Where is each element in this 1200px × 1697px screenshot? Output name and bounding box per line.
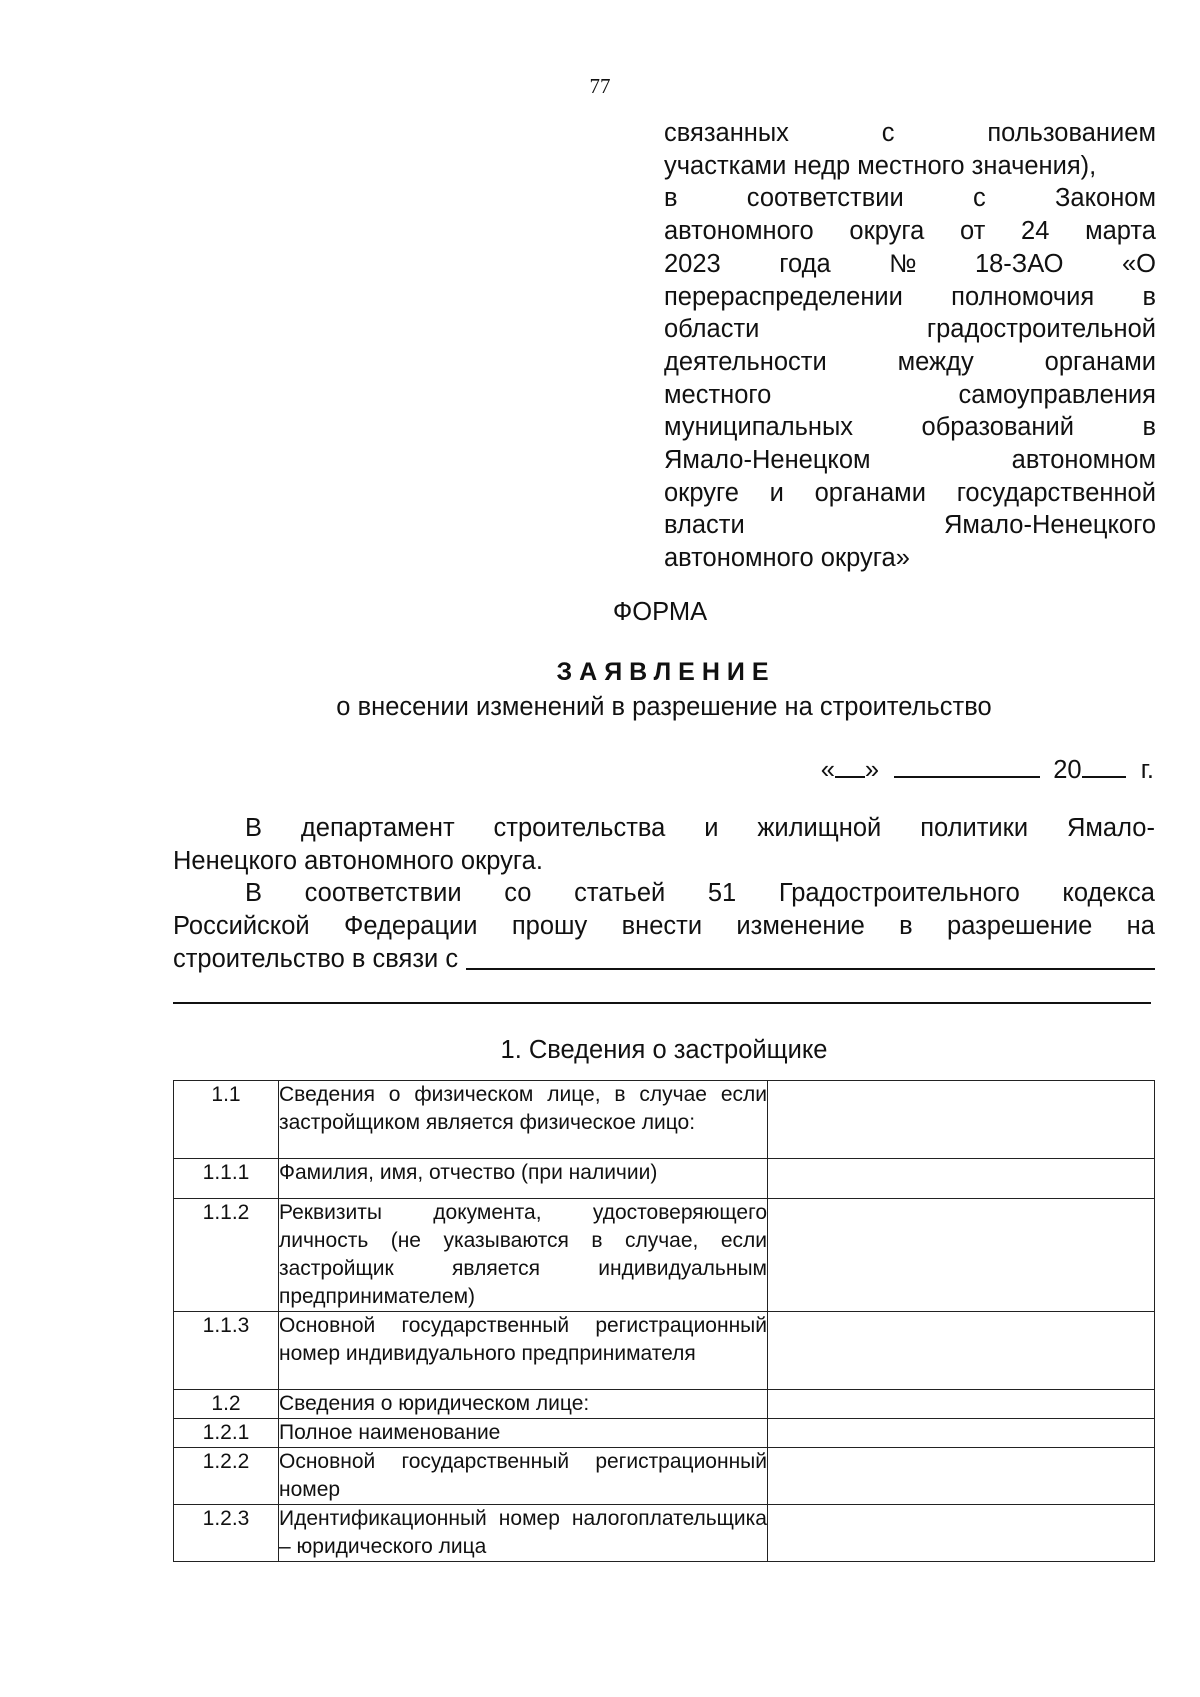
body-word: внести	[621, 912, 703, 941]
header-word: муниципальных	[664, 413, 854, 442]
table-row	[174, 1081, 1155, 1159]
header-word: от	[960, 217, 986, 246]
header-word: образований	[921, 413, 1074, 442]
body-word: 51	[707, 879, 737, 908]
document-subtitle: о внесении изменений в разрешение на строительство	[336, 693, 992, 721]
date-line	[821, 752, 1154, 785]
header-word: перераспределении	[664, 282, 903, 311]
row-value-field[interactable]	[768, 1199, 1155, 1312]
body-word: статьей	[574, 879, 666, 908]
table-row	[174, 1448, 1155, 1505]
date-open-quote: «	[820, 756, 835, 784]
body-word: Российской	[173, 912, 310, 941]
header-word: органами	[814, 478, 926, 507]
body-line-3	[173, 877, 1155, 910]
header-word: автономного округа»	[664, 544, 910, 573]
header-line	[664, 444, 1156, 477]
row-number: 1.1.1	[174, 1159, 279, 1199]
reason-continuation-line[interactable]	[173, 1002, 1151, 1004]
header-line	[664, 117, 1156, 150]
row-number: 1.2.1	[174, 1419, 279, 1448]
row-label: Сведения о физическом лице, в случае если застройщиком является физическое лицо:	[279, 1081, 768, 1159]
body-word: В	[245, 814, 263, 842]
row-value-field[interactable]	[768, 1081, 1155, 1159]
body-line-2: Ненецкого автономного округа.	[173, 846, 543, 875]
row-value-field[interactable]	[768, 1419, 1155, 1448]
row-label: Полное наименование	[279, 1419, 768, 1448]
header-word: области	[664, 315, 760, 344]
body-word: В	[245, 879, 263, 908]
form-label: ФОРМА	[612, 598, 708, 626]
row-number: 1.1	[174, 1081, 279, 1159]
body-word: изменение	[736, 912, 865, 941]
header-line	[664, 346, 1156, 379]
body-word: на	[1126, 912, 1155, 941]
header-word: марта	[1085, 217, 1156, 246]
row-label: Идентификационный номер налогоплательщика – юридического лица	[279, 1505, 768, 1562]
reason-fill-line[interactable]	[466, 943, 1155, 970]
day-blank[interactable]	[835, 752, 865, 778]
header-word: Ямало-Ненецкого	[944, 511, 1156, 540]
body-word: прошу	[511, 912, 588, 941]
header-reference-block	[664, 117, 1156, 575]
body-word: соответствии	[304, 879, 462, 908]
header-word: с	[973, 184, 986, 213]
header-word: самоуправления	[958, 380, 1156, 409]
header-word: государственной	[956, 478, 1156, 507]
body-word: жилищной	[757, 814, 882, 842]
month-blank[interactable]	[894, 752, 1040, 778]
body-word: кодекса	[1062, 879, 1155, 908]
table-row	[174, 1505, 1155, 1562]
header-word: Законом	[1054, 184, 1156, 213]
section-title: 1. Сведения о застройщике	[500, 1036, 828, 1064]
header-word: автономного	[664, 217, 814, 246]
body-word: со	[504, 879, 532, 908]
header-line	[664, 477, 1156, 510]
header-word: и	[769, 478, 784, 507]
header-line	[664, 281, 1156, 314]
row-label: Фамилия, имя, отчество (при наличии)	[279, 1159, 768, 1199]
body-word: политики	[920, 814, 1029, 842]
header-word: Ямало-Ненецком	[664, 446, 871, 475]
body-word: строительства	[493, 814, 666, 842]
header-word: №	[889, 249, 917, 278]
row-number: 1.2.2	[174, 1448, 279, 1505]
table-row	[174, 1390, 1155, 1419]
date-close-quote: »	[864, 756, 880, 784]
header-word: автономном	[1011, 446, 1156, 475]
header-word: деятельности	[664, 347, 827, 376]
body-word: Градостроительного	[778, 879, 1020, 908]
header-line	[664, 150, 1156, 183]
header-line	[664, 542, 1156, 575]
header-word: связанных	[664, 119, 789, 147]
row-value-field[interactable]	[768, 1505, 1155, 1562]
header-word: органами	[1044, 347, 1156, 376]
header-word: в	[664, 184, 678, 213]
header-word: округе	[664, 478, 739, 507]
header-word: местного	[664, 380, 772, 409]
header-word: «О	[1121, 249, 1156, 278]
row-value-field[interactable]	[768, 1159, 1155, 1199]
header-line	[664, 248, 1156, 281]
document-title: ЗАЯВЛЕНИЕ	[556, 658, 776, 686]
header-word: пользованием	[987, 119, 1156, 147]
header-word: соответствии	[746, 184, 904, 213]
row-value-field[interactable]	[768, 1448, 1155, 1505]
year-prefix: 20	[1053, 756, 1082, 784]
table-row	[174, 1312, 1155, 1390]
header-line	[664, 411, 1156, 444]
header-word: округа	[849, 217, 925, 246]
row-number: 1.2.3	[174, 1505, 279, 1562]
row-value-field[interactable]	[768, 1312, 1155, 1390]
body-word: Федерации	[344, 912, 478, 941]
header-word: градостроительной	[926, 315, 1156, 344]
row-label: Сведения о юридическом лице:	[279, 1390, 768, 1419]
header-word: между	[897, 347, 974, 376]
developer-info-table	[173, 1080, 1155, 1562]
body-line-1	[173, 812, 1155, 845]
header-word: в	[1142, 413, 1156, 442]
body-word: разрешение	[947, 912, 1093, 941]
header-line	[664, 215, 1156, 248]
header-line	[664, 509, 1156, 542]
row-value-field[interactable]	[768, 1390, 1155, 1419]
header-line	[664, 182, 1156, 215]
year-blank[interactable]	[1082, 752, 1126, 778]
row-number: 1.1.3	[174, 1312, 279, 1390]
header-word: в	[1142, 282, 1156, 311]
body-word: Ямало-	[1066, 814, 1155, 842]
row-number: 1.1.2	[174, 1199, 279, 1312]
page-number: 77	[589, 74, 611, 98]
header-word: 2023	[664, 249, 721, 278]
body-line-4	[173, 910, 1155, 943]
table-row	[174, 1419, 1155, 1448]
row-label: Основной государственный регистрационный номер	[279, 1448, 768, 1505]
table-row	[174, 1199, 1155, 1312]
header-line	[664, 313, 1156, 346]
header-word: полномочия	[951, 282, 1095, 311]
header-word: с	[881, 119, 895, 147]
header-word: 18-ЗАО	[974, 249, 1064, 278]
year-suffix: г.	[1140, 756, 1154, 784]
row-number: 1.2	[174, 1390, 279, 1419]
row-label: Реквизиты документа, удостоверяющего личность (не указываются в случае, если застройщик является индивидуальным предпринимателем)	[279, 1199, 768, 1312]
row-label: Основной государственный регистрационный номер индивидуального предпринимателя	[279, 1312, 768, 1390]
body-line-5: строительство в связи с	[173, 943, 1155, 976]
body-word: департамент	[300, 814, 455, 842]
body-word: и	[704, 814, 719, 842]
header-word: года	[779, 249, 831, 278]
header-line	[664, 379, 1156, 412]
table-row	[174, 1159, 1155, 1199]
header-word: участками недр местного значения),	[664, 151, 1097, 180]
header-word: власти	[664, 511, 745, 540]
body-word: в	[899, 912, 913, 941]
header-word: 24	[1021, 217, 1050, 246]
application-body	[173, 812, 1155, 976]
